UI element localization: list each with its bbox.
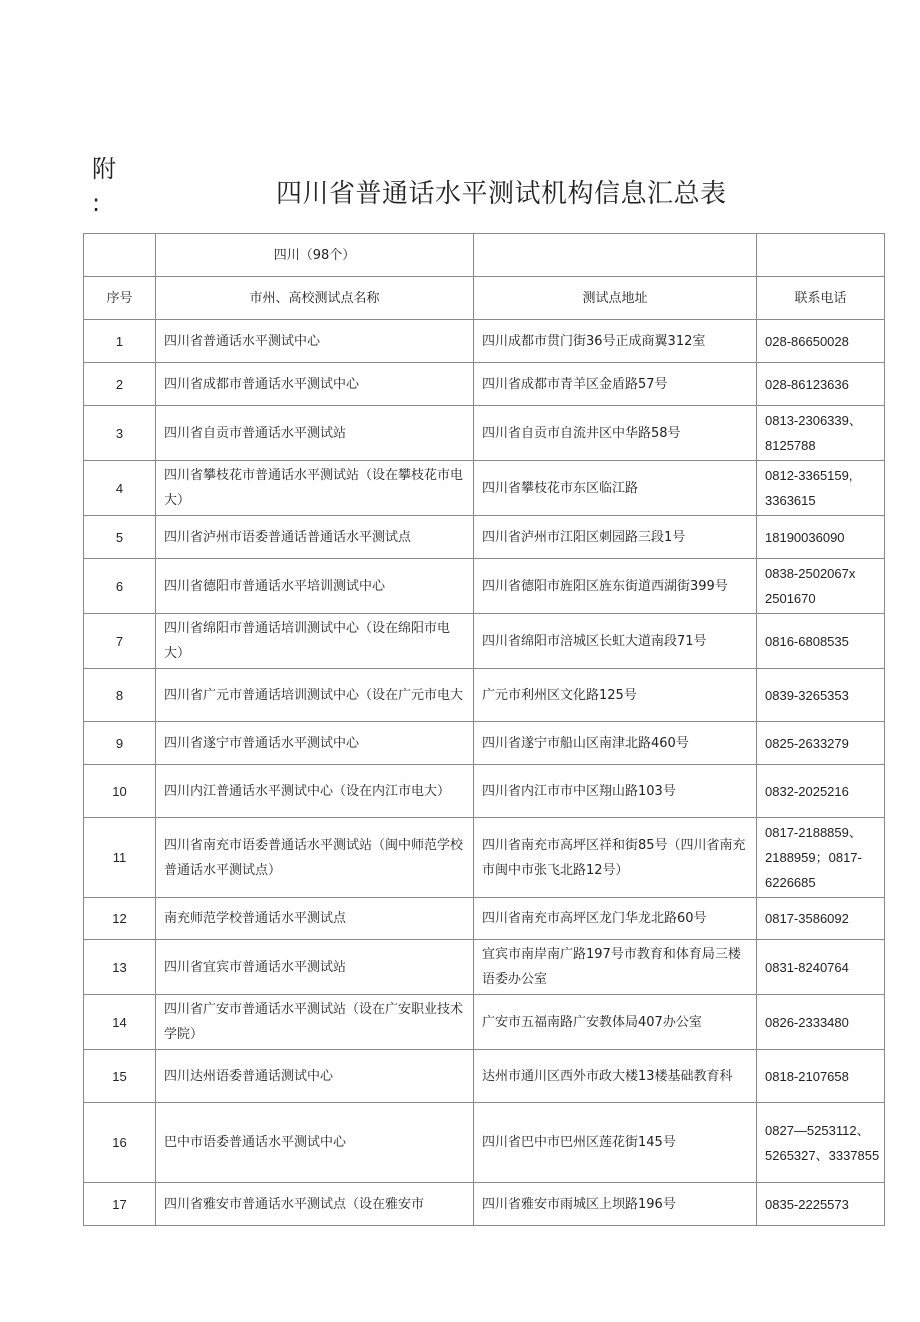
table-row [84,669,885,722]
group-label: 四川（98个） [156,234,474,277]
column-header-no: 序号 [84,277,156,320]
column-header-address: 测试点地址 [474,277,757,320]
site-name: 南充师范学校普通话水平测试点 [156,898,474,940]
site-address: 四川省成都市青羊区金盾路57号 [474,363,757,406]
site-address: 四川省自贡市自流井区中华路58号 [474,406,757,461]
table-row [84,722,885,765]
site-address: 四川省攀枝花市东区临江路 [474,461,757,516]
site-address: 四川省绵阳市涪城区长虹大道南段71号 [474,614,757,669]
column-header-row [84,277,885,320]
empty-cell [757,234,885,277]
row-number: 7 [84,614,156,669]
row-number: 5 [84,516,156,559]
table-row [84,363,885,406]
empty-cell [474,234,757,277]
site-address: 广元市利州区文化路125号 [474,669,757,722]
table-row [84,461,885,516]
contact-phone: 0838-2502067x 2501670 [757,559,885,614]
table-row [84,1050,885,1103]
row-number: 12 [84,898,156,940]
site-name: 四川省泸州市语委普通话普通话水平测试点 [156,516,474,559]
contact-phone: 18190036090 [757,516,885,559]
contact-phone: 0818-2107658 [757,1050,885,1103]
contact-phone: 0839-3265353 [757,669,885,722]
table-row [84,940,885,995]
row-number: 3 [84,406,156,461]
site-address: 四川省雅安市雨城区上坝路196号 [474,1183,757,1226]
site-name: 四川省普通话水平测试中心 [156,320,474,363]
table-row [84,406,885,461]
attachment-label-char: 附 [92,155,116,183]
row-number: 8 [84,669,156,722]
column-header-name: 市州、高校测试点名称 [156,277,474,320]
row-number: 9 [84,722,156,765]
page-title: 四川省普通话水平测试机构信息汇总表 [276,179,727,209]
site-name: 四川省自贡市普通话水平测试站 [156,406,474,461]
site-address: 宜宾市南岸南广路197号市教育和体育局三楼语委办公室 [474,940,757,995]
row-number: 10 [84,765,156,818]
site-address: 四川省南充市高坪区龙门华龙北路60号 [474,898,757,940]
contact-phone: 0812-3365159, 3363615 [757,461,885,516]
row-number: 2 [84,363,156,406]
site-address: 四川省内江市市中区翔山路103号 [474,765,757,818]
site-address: 四川省遂宁市船山区南津北路460号 [474,722,757,765]
row-number: 17 [84,1183,156,1226]
contact-phone: 0827—5253112、5265327、3337855 [757,1103,885,1183]
attachment-label-colon: : [92,189,101,217]
site-name: 四川达州语委普通话测试中心 [156,1050,474,1103]
row-number: 16 [84,1103,156,1183]
institution-table [83,233,885,1226]
site-name: 四川省广元市普通话培训测试中心（设在广元市电大 [156,669,474,722]
contact-phone: 0826-2333480 [757,995,885,1050]
column-header-phone: 联系电话 [757,277,885,320]
contact-phone: 0835-2225573 [757,1183,885,1226]
table-row [84,320,885,363]
contact-phone: 028-86123636 [757,363,885,406]
table-row [84,818,885,898]
site-name: 四川省绵阳市普通话培训测试中心（设在绵阳市电大） [156,614,474,669]
group-header-row [84,234,885,277]
site-address: 四川省巴中市巴州区莲花街145号 [474,1103,757,1183]
row-number: 4 [84,461,156,516]
table-row [84,898,885,940]
site-name: 四川省德阳市普通话水平培训测试中心 [156,559,474,614]
contact-phone: 0825-2633279 [757,722,885,765]
site-name: 巴中市语委普通话水平测试中心 [156,1103,474,1183]
contact-phone: 0832-2025216 [757,765,885,818]
site-address: 四川成都市贯门街36号正成商翼312室 [474,320,757,363]
table-row [84,614,885,669]
contact-phone: 0813-2306339、8125788 [757,406,885,461]
row-number: 14 [84,995,156,1050]
site-name: 四川省攀枝花市普通话水平测试站（设在攀枝花市电大） [156,461,474,516]
site-name: 四川省遂宁市普通话水平测试中心 [156,722,474,765]
row-number: 11 [84,818,156,898]
table-row [84,995,885,1050]
row-number: 13 [84,940,156,995]
contact-phone: 0817-3586092 [757,898,885,940]
site-address: 四川省德阳市旌阳区旌东街道西湖街399号 [474,559,757,614]
table-row [84,765,885,818]
site-address: 达州市通川区西外市政大楼13楼基础教育科 [474,1050,757,1103]
table-row [84,1103,885,1183]
site-name: 四川省南充市语委普通话水平测试站（闽中师范学校普通话水平测试点） [156,818,474,898]
table-row [84,1183,885,1226]
site-name: 四川省成都市普通话水平测试中心 [156,363,474,406]
contact-phone: 0817-2188859、2188959；0817-6226685 [757,818,885,898]
row-number: 15 [84,1050,156,1103]
empty-cell [84,234,156,277]
site-address: 四川省泸州市江阳区刺园路三段1号 [474,516,757,559]
site-name: 四川内江普通话水平测试中心（设在内江市电大） [156,765,474,818]
contact-phone: 0831-8240764 [757,940,885,995]
contact-phone: 028-86650028 [757,320,885,363]
attachment-label [92,152,116,220]
row-number: 1 [84,320,156,363]
site-name: 四川省广安市普通话水平测试站（设在广安职业技术学院） [156,995,474,1050]
site-name: 四川省宜宾市普通话水平测试站 [156,940,474,995]
site-address: 广安市五福南路广安教体局407办公室 [474,995,757,1050]
site-name: 四川省雅安市普通话水平测试点（设在雅安市 [156,1183,474,1226]
row-number: 6 [84,559,156,614]
site-address: 四川省南充市高坪区祥和街85号（四川省南充市闽中市张飞北路12号） [474,818,757,898]
contact-phone: 0816-6808535 [757,614,885,669]
table-row [84,516,885,559]
table-row [84,559,885,614]
